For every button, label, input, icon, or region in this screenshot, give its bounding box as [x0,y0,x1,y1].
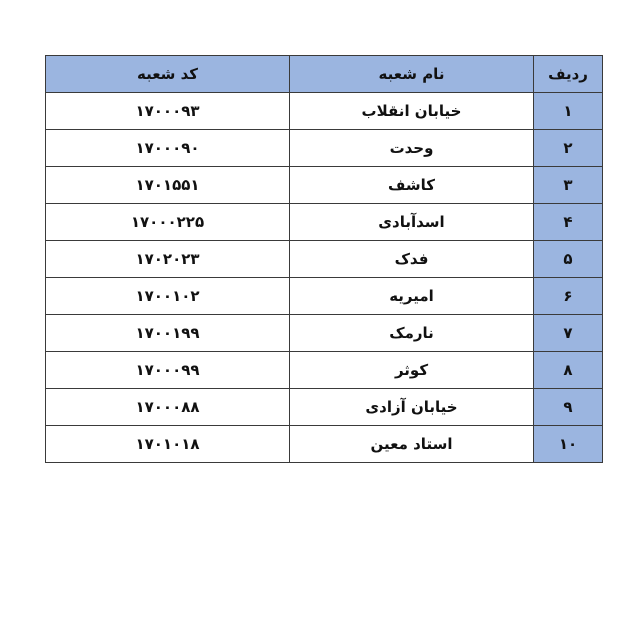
cell-row-number: ۳ [534,167,603,204]
table-row [46,278,603,315]
cell-row-number: ۷ [534,315,603,352]
header-row-number: ردیف [534,56,603,93]
cell-branch-code: ۱۷۰۰۰۸۸ [46,389,290,426]
cell-row-number: ۶ [534,278,603,315]
cell-branch-code: ۱۷۰۰۰۲۲۵ [46,204,290,241]
table-row [46,315,603,352]
cell-branch-code: ۱۷۰۰۱۹۹ [46,315,290,352]
table-row [46,130,603,167]
cell-branch-name: خیابان آزادی [290,389,534,426]
cell-row-number: ۸ [534,352,603,389]
table-row [46,167,603,204]
header-branch-name: نام شعبه [290,56,534,93]
cell-branch-code: ۱۷۰۰۰۹۳ [46,93,290,130]
cell-branch-name: اسدآبادی [290,204,534,241]
cell-branch-code: ۱۷۰۰۱۰۲ [46,278,290,315]
cell-branch-code: ۱۷۰۱۵۵۱ [46,167,290,204]
cell-row-number: ۵ [534,241,603,278]
cell-row-number: ۹ [534,389,603,426]
cell-branch-code: ۱۷۰۰۰۹۹ [46,352,290,389]
cell-branch-code: ۱۷۰۱۰۱۸ [46,426,290,463]
cell-branch-name: خیابان انقلاب [290,93,534,130]
table-row [46,389,603,426]
cell-branch-name: کاشف [290,167,534,204]
cell-row-number: ۱۰ [534,426,603,463]
cell-branch-name: نارمک [290,315,534,352]
cell-branch-name: امیریه [290,278,534,315]
cell-branch-name: فدک [290,241,534,278]
branch-table [45,55,603,463]
cell-row-number: ۱ [534,93,603,130]
cell-branch-code: ۱۷۰۲۰۲۳ [46,241,290,278]
cell-branch-name: وحدت [290,130,534,167]
table-row [46,426,603,463]
header-branch-code: کد شعبه [46,56,290,93]
cell-row-number: ۴ [534,204,603,241]
cell-branch-name: کوثر [290,352,534,389]
table-header-row [46,56,603,93]
table-row [46,241,603,278]
table-row [46,352,603,389]
cell-branch-name: استاد معین [290,426,534,463]
table-body [46,93,603,463]
table-row [46,204,603,241]
cell-row-number: ۲ [534,130,603,167]
cell-branch-code: ۱۷۰۰۰۹۰ [46,130,290,167]
table-row [46,93,603,130]
